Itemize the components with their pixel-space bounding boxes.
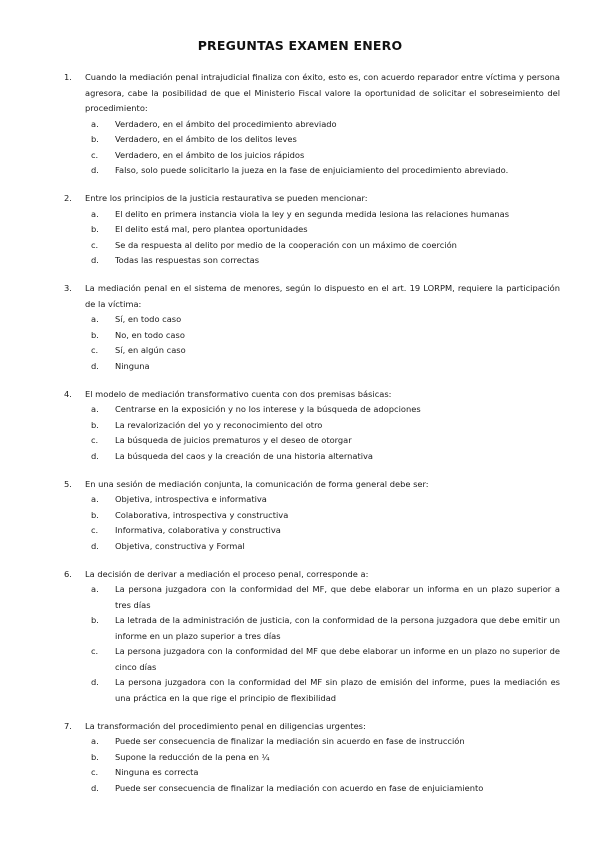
option-letter: b. [91, 419, 99, 430]
option-letter: a. [91, 208, 99, 219]
answer-option [91, 418, 560, 434]
answer-option [91, 644, 560, 675]
option-letter: c. [91, 525, 99, 535]
option-text: Sí, en algún caso [115, 345, 186, 355]
option-letter: c. [91, 767, 99, 777]
option-letter: c. [91, 646, 99, 656]
answer-option [91, 312, 560, 328]
option-text: La búsqueda de juicios prematuros y el deseo de otorgar [115, 435, 352, 445]
option-text: Centrarse en la exposición y no los interese y la búsqueda de adopciones [115, 404, 421, 414]
answer-option [91, 222, 560, 238]
question-item [64, 567, 560, 707]
option-text: Sí, en todo caso [115, 314, 182, 324]
question-text: La mediación penal en el sistema de menores, según lo dispuesto en el art. 19 LORPM, requiere la participación de la víctima: [85, 283, 560, 309]
option-letter: b. [91, 134, 99, 144]
option-letter: b. [91, 751, 99, 762]
answer-option [91, 449, 560, 465]
answer-option [91, 582, 560, 613]
answer-option [91, 343, 560, 359]
option-text: Ninguna [115, 360, 150, 371]
option-text: Informativa, colaborativa y constructiva [115, 525, 281, 535]
answer-option [91, 750, 560, 766]
option-letter: a. [91, 494, 99, 504]
question-number: 5. [64, 478, 72, 489]
answer-option [91, 781, 560, 797]
option-letter: b. [91, 224, 99, 234]
question-text: Entre los principios de la justicia restaurativa se pueden mencionar: [85, 193, 368, 203]
option-letter: c. [91, 149, 99, 160]
option-letter: d. [91, 360, 99, 371]
option-text: Supone la reducción de la pena en ¼ [115, 751, 270, 762]
option-letter: c. [91, 435, 99, 445]
question-number: 6. [64, 568, 72, 579]
answer-option [91, 253, 560, 269]
option-letter: d. [91, 540, 99, 551]
option-letter: d. [91, 450, 99, 461]
answer-option [91, 402, 560, 418]
question-number: 2. [64, 193, 72, 203]
option-text: Ninguna es correcta [115, 767, 199, 777]
option-letter: d. [91, 255, 99, 265]
answer-option [91, 433, 560, 449]
option-list [85, 582, 560, 706]
answer-option [91, 328, 560, 344]
option-text: El delito en primera instancia viola la ley y en segunda medida lesiona las relaciones humanas [115, 208, 510, 219]
answer-option [91, 132, 560, 148]
question-text: Cuando la mediación penal intrajudicial finaliza con éxito, esto es, con acuerdo reparador entre víctima y persona agresora, cabe la posibilidad de que el Ministerio Fiscal valore la oportunidad de solicitar el sobreseimiento del procedimiento: [85, 72, 560, 113]
answer-option [91, 508, 560, 524]
option-text: Falso, solo puede solicitarlo la jueza en la fase de enjuiciamiento del procedimiento abreviado. [115, 165, 509, 175]
question-number: 3. [64, 283, 72, 293]
question-number: 1. [64, 72, 72, 82]
option-list [85, 492, 560, 554]
option-text: La búsqueda del caos y la creación de una historia alternativa [115, 450, 374, 461]
option-text: Puede ser consecuencia de finalizar la mediación con acuerdo en fase de enjuiciamiento [115, 782, 484, 793]
option-text: No, en todo caso [115, 329, 185, 340]
question-item [64, 281, 560, 374]
option-letter: b. [91, 509, 99, 520]
option-text: La letrada de la administración de justicia, con la conformidad de la persona juzgadora que debe emitir un informe en un plazo superior a tres días [115, 615, 560, 641]
option-letter: c. [91, 239, 99, 250]
option-text: Colaborativa, introspectiva y constructiva [115, 509, 289, 520]
option-letter: d. [91, 782, 99, 793]
option-list [85, 402, 560, 464]
option-letter: a. [91, 736, 99, 746]
question-item [64, 477, 560, 555]
question-number: 4. [64, 388, 72, 399]
option-letter: a. [91, 584, 99, 594]
option-text: Todas las respuestas son correctas [115, 255, 260, 265]
question-text: En una sesión de mediación conjunta, la comunicación de forma general debe ser: [85, 478, 429, 489]
option-letter: a. [91, 314, 99, 324]
option-text: Verdadero, en el ámbito de los delitos leves [115, 134, 297, 144]
option-letter: a. [91, 404, 99, 414]
option-list [85, 312, 560, 374]
answer-option [91, 539, 560, 555]
answer-option [91, 359, 560, 375]
question-item [64, 719, 560, 797]
option-text: Puede ser consecuencia de finalizar la mediación sin acuerdo en fase de instrucción [115, 736, 465, 746]
option-text: La persona juzgadora con la conformidad del MF sin plazo de emisión del informe, pues la mediación es una práctica en la que rige el principio de flexibilidad [115, 677, 560, 703]
answer-option [91, 117, 560, 133]
answer-option [91, 675, 560, 706]
option-text: La revalorización del yo y reconocimiento del otro [115, 419, 323, 430]
answer-option [91, 765, 560, 781]
question-item [64, 191, 560, 269]
answer-option [91, 523, 560, 539]
answer-option [91, 163, 560, 179]
option-letter: d. [91, 165, 99, 175]
option-text: La persona juzgadora con la conformidad del MF que debe elaborar un informe en un plazo no superior de cinco días [115, 646, 560, 672]
question-list [64, 70, 560, 809]
option-letter: c. [91, 345, 99, 355]
option-text: El delito está mal, pero plantea oportunidades [115, 224, 308, 234]
question-item [64, 387, 560, 465]
question-item [64, 70, 560, 179]
option-text: Objetiva, constructiva y Formal [115, 540, 245, 551]
answer-option [91, 734, 560, 750]
option-text: Se da respuesta al delito por medio de la cooperación con un máximo de coerción [115, 239, 457, 250]
option-list [85, 734, 560, 796]
option-list [85, 117, 560, 179]
answer-option [91, 148, 560, 164]
question-text: La decisión de derivar a mediación el proceso penal, corresponde a: [85, 568, 369, 579]
option-text: Verdadero, en el ámbito de los juicios rápidos [115, 149, 305, 160]
option-letter: a. [91, 118, 99, 129]
answer-option [91, 238, 560, 254]
answer-option [91, 492, 560, 508]
option-text: Verdadero, en el ámbito del procedimiento abreviado [115, 118, 337, 129]
answer-option [91, 613, 560, 644]
option-text: Objetiva, introspectiva e informativa [115, 494, 267, 504]
question-text: La transformación del procedimiento penal en diligencias urgentes: [85, 720, 366, 731]
option-letter: b. [91, 615, 99, 625]
question-number: 7. [64, 720, 72, 731]
question-text: El modelo de mediación transformativo cuenta con dos premisas básicas: [85, 388, 392, 399]
option-text: La persona juzgadora con la conformidad del MF, que debe elaborar un informa en un plazo superior a tres días [115, 584, 560, 610]
option-letter: b. [91, 329, 99, 340]
answer-option [91, 207, 560, 223]
option-list [85, 207, 560, 269]
page-title: PREGUNTAS EXAMEN ENERO [197, 38, 403, 53]
option-letter: d. [91, 677, 99, 687]
